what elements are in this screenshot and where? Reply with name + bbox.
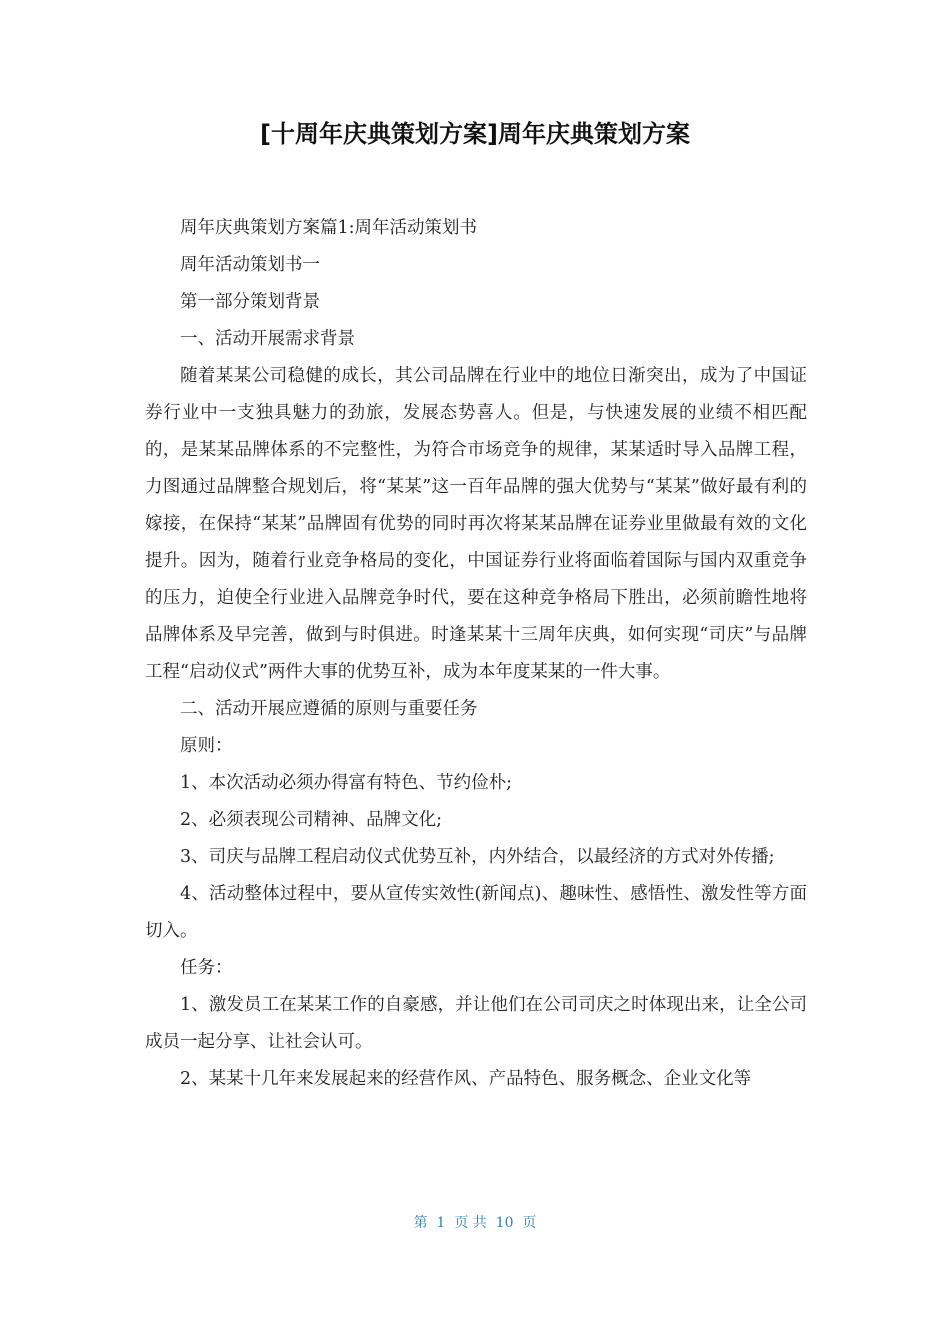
paragraph-task: 2、某某十几年来发展起来的经营作风、产品特色、服务概念、企业文化等 — [180, 1069, 752, 1089]
document-body — [145, 210, 807, 1098]
paragraph-background: 随着某某公司稳健的成长，其公司品牌在行业中的地位日渐突出，成为了中国证券行业中一支独具魅力的劲旅，发展态势喜人。但是，与快速发展的业绩不相匹配的，是某某品牌体系的不完整性，为符合市场竞争的规律，某某适时导入品牌工程，力图通过品牌整合规划后，将“某某”这一百年品牌的强大优势与“某某”做好最有利的嫁接，在保持“某某”品牌固有优势的同时再次将某某品牌在证券业里做最有效的文化提升。因为，随着行业竞争格局的变化，中国证券行业将面临着国际与国内双重竞争的压力，迫使全行业进入品牌竞争时代，要在这种竞争格局下胜出，必须前瞻性地将品牌体系及早完善，做到与时俱进。时逢某某十三周年庆典，如何实现“司庆”与品牌工程“启动仪式”两件大事的优势互补，成为本年度某某的一件大事。 — [145, 366, 807, 682]
paragraph-heading: 周年庆典策划方案篇1:周年活动策划书 — [180, 218, 478, 238]
paragraph-subsection-title: 二、活动开展应遵循的原则与重要任务 — [180, 699, 478, 719]
document-title: [十周年庆典策划方案]周年庆典策划方案 — [260, 120, 690, 148]
paragraph-tasks-label: 任务： — [180, 958, 233, 978]
paragraph-principle: 1、本次活动必须办得富有特色、节约俭朴; — [180, 773, 513, 793]
paragraph-principle: 2、必须表现公司精神、品牌文化; — [180, 810, 443, 830]
paragraph-principles-label: 原则： — [180, 736, 233, 756]
paragraph-task: 1、激发员工在某某工作的自豪感，并让他们在公司司庆之时体现出来，让全公司成员一起分享、让社会认可。 — [145, 995, 807, 1052]
paragraph-subheading: 周年活动策划书一 — [180, 255, 320, 275]
paragraph-principle: 3、司庆与品牌工程启动仪式优势互补，内外结合，以最经济的方式对外传播; — [180, 847, 775, 867]
paragraph-subsection-title: 一、活动开展需求背景 — [180, 329, 355, 349]
paragraph-principle: 4、活动整体过程中，要从宣传实效性(新闻点)、趣味性、感悟性、激发性等方面切入。 — [145, 884, 807, 941]
page-number-footer: 第 1 页 共 10 页 — [413, 1215, 537, 1231]
paragraph-section-title: 第一部分策划背景 — [180, 292, 320, 312]
